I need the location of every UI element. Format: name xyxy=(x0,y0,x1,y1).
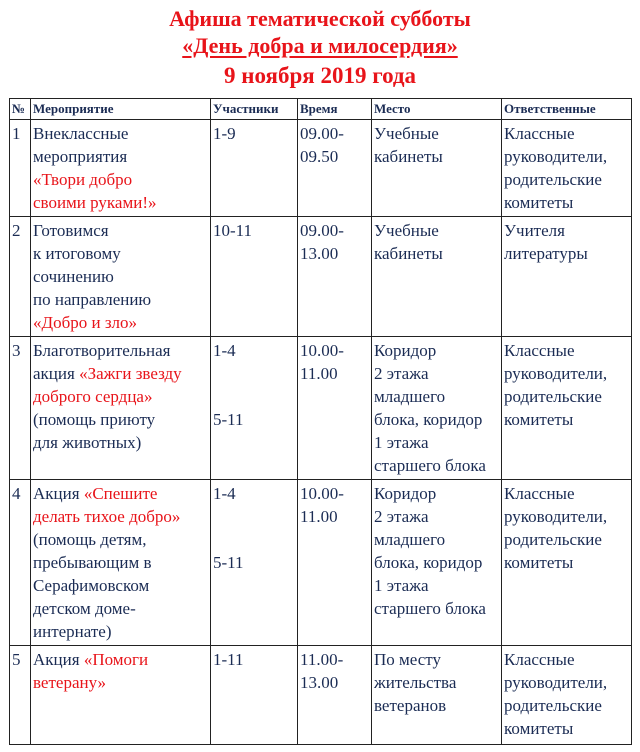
cell-participants: 1-4 5-11 xyxy=(211,337,298,480)
cell-responsible: Классные руководители, родительские комитеты xyxy=(502,480,632,646)
cell-time: 11.00- 13.00 xyxy=(298,646,372,745)
cell-participants: 10-11 xyxy=(211,217,298,337)
cell-number: 2 xyxy=(10,217,31,337)
col-header-responsible: Ответственные xyxy=(502,99,632,120)
cell-place: Учебные кабинеты xyxy=(372,120,502,217)
col-header-place: Место xyxy=(372,99,502,120)
event-highlight: доброго сердца» xyxy=(33,387,153,406)
cell-place: По месту жительства ветеранов xyxy=(372,646,502,745)
event-highlight: своими руками!» xyxy=(33,193,157,212)
cell-event: Акция «Помоги ветерану» xyxy=(31,646,211,745)
cell-time: 10.00- 11.00 xyxy=(298,480,372,646)
schedule-table xyxy=(9,98,632,745)
col-header-number: № xyxy=(10,99,31,120)
cell-event: Благотворительная акция «Зажги звезду доброго сердца» (помощь приюту для животных) xyxy=(31,337,211,480)
page-title: Афиша тематической субботы xyxy=(169,6,471,31)
table-row xyxy=(10,217,632,337)
event-highlight: ветерану» xyxy=(33,673,107,692)
cell-responsible: Классные руководители, родительские комитеты xyxy=(502,646,632,745)
table-row xyxy=(10,646,632,745)
table-row xyxy=(10,337,632,480)
col-header-event: Мероприятие xyxy=(31,99,211,120)
event-name-text: «День добра и милосердия» xyxy=(182,33,458,58)
table-header-row xyxy=(10,99,632,120)
cell-place: Коридор 2 этажа младшего блока, коридор 1 этажа старшего блока xyxy=(372,337,502,480)
cell-number: 5 xyxy=(10,646,31,745)
cell-responsible: Классные руководители, родительские комитеты xyxy=(502,337,632,480)
event-highlight: «Добро и зло» xyxy=(33,313,138,332)
event-highlight: «Помоги xyxy=(83,650,149,669)
event-highlight: «Твори добро xyxy=(33,170,133,189)
cell-responsible: Классные руководители, родительские комитеты xyxy=(502,120,632,217)
col-header-participants: Участники xyxy=(211,99,298,120)
cell-place: Коридор 2 этажа младшего блока, коридор 1 этажа старшего блока xyxy=(372,480,502,646)
cell-number: 3 xyxy=(10,337,31,480)
cell-number: 4 xyxy=(10,480,31,646)
event-date-title: 9 ноября 2019 года xyxy=(223,63,417,88)
table-row xyxy=(10,120,632,217)
cell-event: Внеклассные мероприятия «Твори добро своими руками!» xyxy=(31,120,211,217)
event-highlight: делать тихое добро» xyxy=(33,507,181,526)
table-row xyxy=(10,480,632,646)
cell-responsible: Учителя литературы xyxy=(502,217,632,337)
cell-place: Учебные кабинеты xyxy=(372,217,502,337)
cell-time: 09.00- 13.00 xyxy=(298,217,372,337)
cell-event: Готовимся к итоговому сочинению по направлению «Добро и зло» xyxy=(31,217,211,337)
cell-participants: 1-4 5-11 xyxy=(211,480,298,646)
event-name-title xyxy=(0,32,640,59)
cell-number: 1 xyxy=(10,120,31,217)
cell-time: 10.00- 11.00 xyxy=(298,337,372,480)
event-highlight: «Спешите xyxy=(83,484,158,503)
col-header-time: Время xyxy=(298,99,372,120)
cell-participants: 1-9 xyxy=(211,120,298,217)
cell-event: Акция «Спешите делать тихое добро» (помощь детям, пребывающим в Серафимовском детском доме- интернате) xyxy=(31,480,211,646)
cell-participants: 1-11 xyxy=(211,646,298,745)
event-highlight: «Зажги звезду xyxy=(79,364,182,383)
cell-time: 09.00- 09.50 xyxy=(298,120,372,217)
